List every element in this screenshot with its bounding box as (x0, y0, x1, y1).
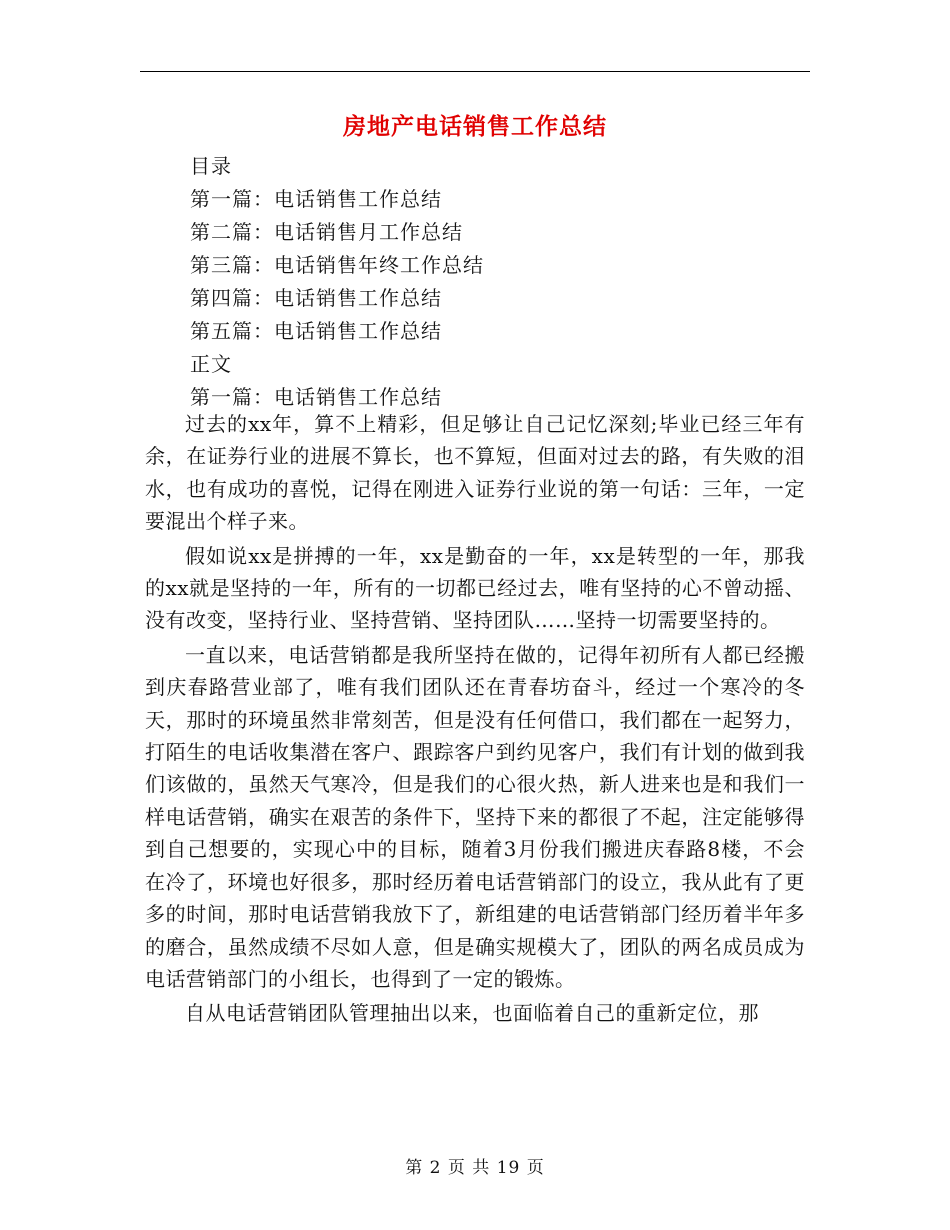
document-title: 房地产电话销售工作总结 (343, 113, 607, 140)
document-body (145, 408, 805, 1030)
toc-item: 第四篇：电话销售工作总结 (190, 286, 442, 310)
body-paragraph: 一直以来，电话营销都是我所坚持在做的，记得年初所有人都已经搬到庆春路营业部了，唯有我们团队还在青春坊奋斗，经过一个寒冷的冬天，那时的环境虽然非常刻苦，但是没有任何借口，我们都在一起努力，打陌生的电话收集潜在客户、跟踪客户到约见客户，我们有计划的做到我们该做的，虽然天气寒冷，但是我们的心很火热，新人进来也是和我们一样电话营销，确实在艰苦的条件下，坚持下来的都很了不起，注定能够得到自己想要的，实现心中的目标，随着3月份我们搬进庆春路8楼，不会在冷了，环境也好很多，那时经历着电话营销部门的设立，我从此有了更多的时间，那时电话营销我放下了，新组建的电话营销部门经历着半年多的磨合，虽然成绩不尽如人意，但是确实规模大了，团队的两名成员成为电话营销部门的小组长，也得到了一定的锻炼。 (145, 642, 805, 991)
body-heading: 正文 (190, 352, 232, 376)
section-title: 第一篇：电话销售工作总结 (190, 385, 442, 409)
toc-heading: 目录 (190, 154, 232, 178)
body-paragraph: 自从电话营销团队管理抽出以来，也面临着自己的重新定位，那 (185, 1001, 759, 1026)
toc-item: 第二篇：电话销售月工作总结 (190, 220, 463, 244)
body-paragraph: 过去的xx年，算不上精彩，但足够让自己记忆深刻;毕业已经三年有余，在证券行业的进展不算长，也不算短，但面对过去的路，有失败的泪水，也有成功的喜悦，记得在刚进入证券行业说的第一句话：三年，一定要混出个样子来。 (145, 412, 805, 534)
body-paragraph: 假如说xx是拼搏的一年，xx是勤奋的一年，xx是转型的一年，那我的xx就是坚持的一年，所有的一切都已经过去，唯有坚持的心不曾动摇、没有改变，坚持行业、坚持营销、坚持团队……坚持一切需要坚持的。 (145, 543, 805, 633)
toc-item: 第一篇：电话销售工作总结 (190, 187, 442, 211)
page-number: 第 2 页 共 19 页 (405, 1158, 545, 1178)
header-rule (140, 71, 810, 72)
toc-item: 第三篇：电话销售年终工作总结 (190, 253, 484, 277)
table-of-contents (190, 150, 810, 414)
toc-item: 第五篇：电话销售工作总结 (190, 319, 442, 343)
